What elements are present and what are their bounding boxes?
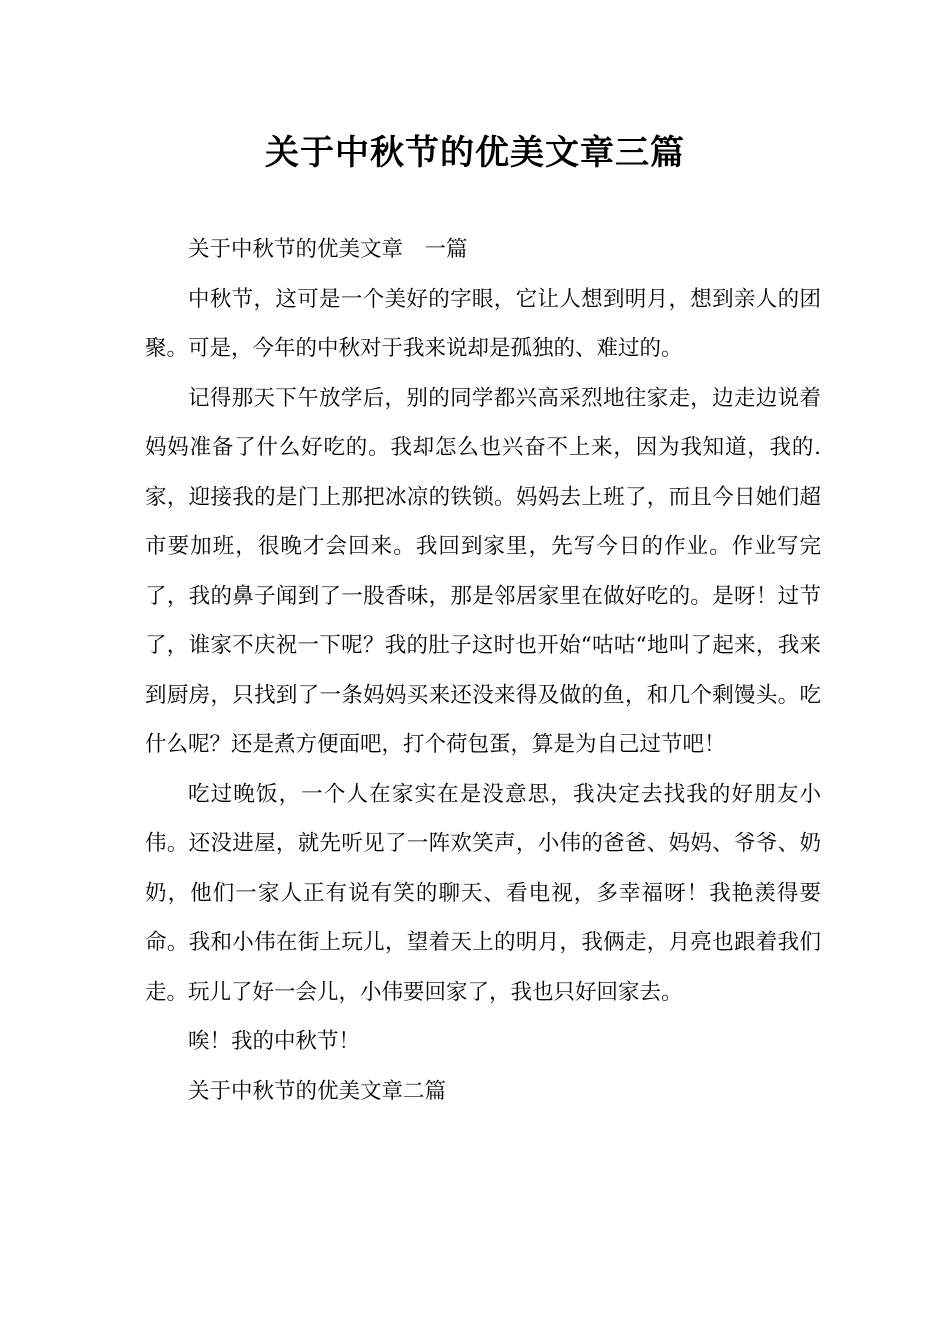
- paragraph: 唉！我的中秋节！: [188, 1029, 361, 1054]
- paragraph: 中秋节，这可是一个美好的字眼，它让人想到明月，想到亲人的团聚。可是，今年的中秋对于我来说却是孤独的、难过的。: [145, 286, 821, 361]
- document-body: [145, 225, 821, 1116]
- section-heading-1: 关于中秋节的优美文章 一篇: [188, 237, 468, 262]
- paragraph: 吃过晚饭，一个人在家实在是没意思，我决定去找我的好朋友小伟。还没进屋，就先听见了一阵欢笑声，小伟的爸爸、妈妈、爷爷、奶奶，他们一家人正有说有笑的聊天、看电视，多幸福呀！我艳羡得要命。我和小伟在街上玩儿，望着天上的明月，我俩走，月亮也跟着我们走。玩儿了好一会儿，小伟要回家了，我也只好回家去。: [145, 781, 821, 1005]
- paragraph: 记得那天下午放学后，别的同学都兴高采烈地往家走，边走边说着妈妈准备了什么好吃的。我却怎么也兴奋不上来，因为我知道，我的.家，迎接我的是门上那把冰凉的铁锁。妈妈去上班了，而且今日她们超市要加班，很晚才会回来。我回到家里，先写今日的作业。作业写完了，我的鼻子闻到了一股香味，那是邻居家里在做好吃的。是呀！过节了，谁家不庆祝一下呢？我的肚子这时也开始“咕咕“地叫了起来，我来到厨房，只找到了一条妈妈买来还没来得及做的鱼，和几个剩馒头。吃什么呢？还是煮方便面吧，打个荷包蛋，算是为自己过节吧！: [145, 385, 821, 757]
- section-heading-2: 关于中秋节的优美文章二篇: [188, 1078, 447, 1104]
- document-title: 关于中秋节的优美文章三篇: [265, 133, 685, 173]
